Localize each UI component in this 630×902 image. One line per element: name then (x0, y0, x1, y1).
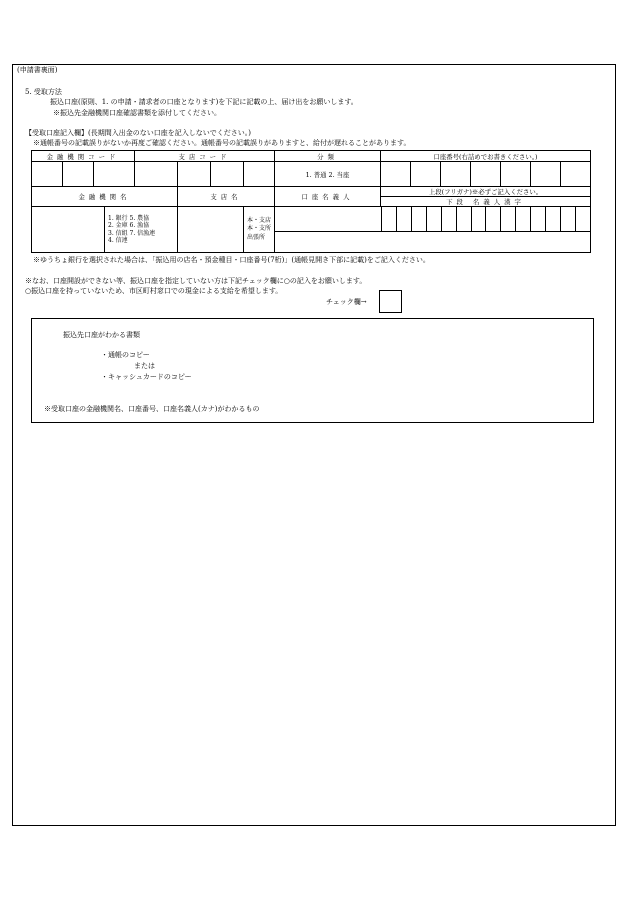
document-cashcard-copy: ・キャッシュカードのコピー (101, 373, 192, 381)
bank-code-cell[interactable] (32, 162, 63, 187)
check-label: チェック欄→ (326, 298, 367, 306)
branch-code-cell[interactable] (178, 162, 211, 187)
account-number-cell[interactable] (411, 162, 441, 187)
bank-code-cell[interactable] (63, 162, 94, 187)
branch-name-input[interactable] (178, 207, 244, 253)
bank-code-cell[interactable] (94, 162, 135, 187)
account-number-cell[interactable] (381, 162, 411, 187)
account-number-warning: ※通帳番号の記載誤りがないか再度ご確認ください。通帳番号の記載誤りがありますと、給付が遅れることがあります。 (33, 139, 411, 147)
category-header: 分類 (275, 151, 381, 162)
account-holder-header: 口座名義人 (275, 187, 381, 207)
kanji-input-row[interactable] (275, 232, 591, 253)
furigana-row-header: 上段(フリガナ)※必ずご記入ください。 (381, 187, 591, 197)
bank-type-options[interactable] (105, 207, 178, 253)
document-passbook-copy: ・通帳のコピー (101, 351, 150, 359)
document-or: または (134, 362, 155, 370)
bank-account-table (31, 150, 591, 253)
account-number-cell[interactable] (441, 162, 471, 187)
account-number-cell[interactable] (501, 162, 531, 187)
bank-type-option: 2. 金庫 6. 漁協 (108, 222, 150, 229)
no-account-note: ※なお、口座開設ができない等、振込口座を指定していない方は下記チェック欄に○の記入をお願いします。 (25, 277, 367, 285)
branch-type-options[interactable] (244, 207, 275, 253)
category-options[interactable]: 1. 普通 2. 当座 (275, 162, 381, 187)
kanji-row-header: 下段 名義人漢字 (381, 197, 591, 207)
branch-type-option: 本・支店 (247, 217, 272, 225)
bank-code-header: 金融機関コード (32, 151, 135, 162)
account-number-header: 口座番号(右詰めでお書きください。) (381, 151, 591, 162)
attachment-note: ※振込先金融機関口座確認書類を添付してください。 (53, 109, 221, 117)
branch-code-header: 支店コード (135, 151, 275, 162)
cash-payment-option: ○振込口座を持っていないため、市区町村窓口での現金による支給を希望します。 (25, 287, 283, 295)
bank-name-header: 金融機関名 (32, 187, 178, 207)
branch-type-option: 出張所 (247, 233, 266, 241)
bank-type-option: 4. 信連 (108, 237, 128, 244)
section-instruction: 振込口座(原則、1. の申請・請求者の口座となります)を下記に記載の上、届け出をお願いします。 (50, 98, 358, 106)
yucho-note: ※ゆうちょ銀行を選択された場合は、「振込用の店名・預金種目・口座番号(7桁)」(通帳見開き下部に記載)をご記入ください。 (33, 256, 430, 264)
account-section-heading: 【受取口座記入欄】(長期間入出金のない口座を記入しないでください。) (25, 129, 251, 137)
branch-code-cell[interactable] (211, 162, 244, 187)
cash-payment-checkbox[interactable] (379, 290, 402, 313)
documents-title: 振込先口座がわかる書類 (63, 331, 140, 339)
branch-name-header: 支店名 (178, 187, 275, 207)
account-number-cell[interactable] (471, 162, 501, 187)
form-side-label: (申請書裏面) (17, 66, 58, 74)
furigana-input-row[interactable] (275, 207, 591, 232)
account-number-cell[interactable] (561, 162, 591, 187)
bank-type-option: 3. 信組 7. 信漁連 (108, 229, 156, 237)
branch-code-cell[interactable] (244, 162, 275, 187)
bank-name-input[interactable] (32, 207, 105, 253)
branch-type-option: 本・支所 (247, 225, 272, 233)
documents-note: ※受取口座の金融機関名、口座番号、口座名義人(カナ)がわかるもの (44, 405, 260, 413)
section-title: 5. 受取方法 (25, 88, 62, 96)
bank-code-cell[interactable] (135, 162, 178, 187)
account-number-cell[interactable] (531, 162, 561, 187)
bank-type-option: 1. 銀行 5. 農協 (108, 214, 150, 222)
